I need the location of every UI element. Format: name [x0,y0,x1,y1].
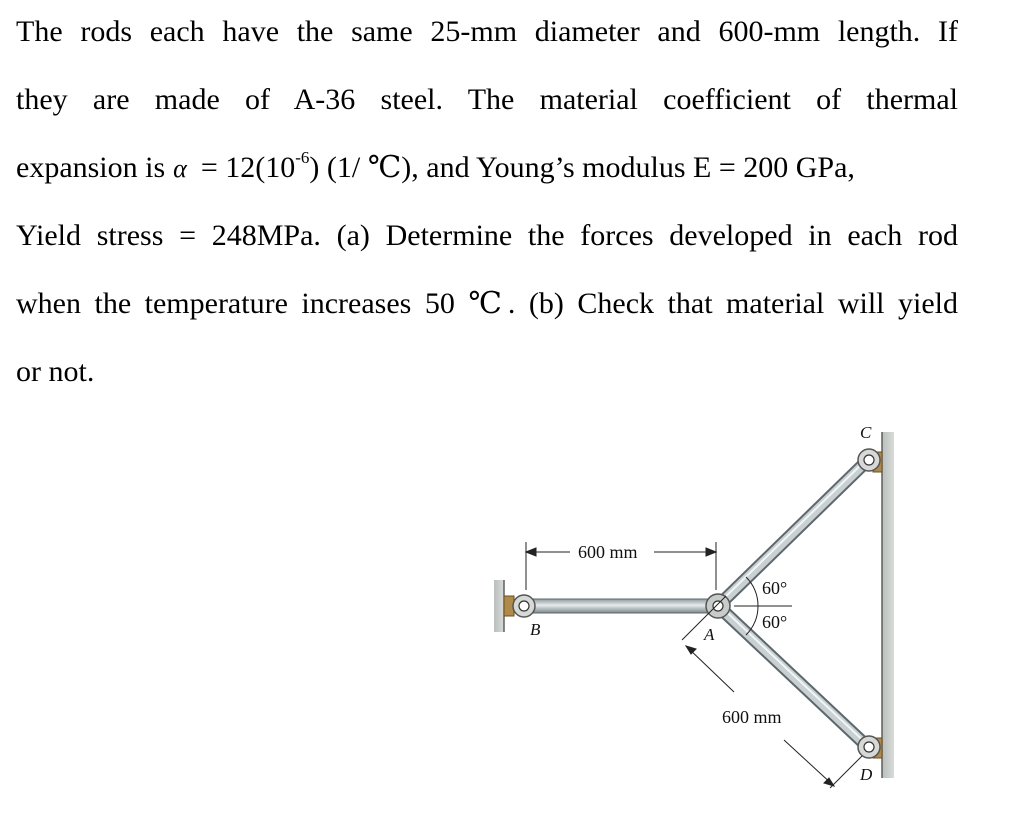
dim-diagonal-label: 600 mm [722,707,782,727]
support-d [858,736,882,758]
problem-line-5: when the temperature increases 50 ℃. (b) Check that material will yield [16,287,958,320]
angle-upper-label: 60° [762,578,788,598]
left-wall [494,580,504,632]
label-a: A [704,625,715,644]
problem-line-2: they are made of A-36 steel. The material coefficient of thermal [16,83,958,116]
problem-line-3-text-a: expansion is [16,151,166,184]
rod-ab [522,599,718,613]
alpha-symbol: α [173,154,187,183]
problem-line-3 [16,148,958,188]
dim-horizontal-label: 600 mm [578,542,638,562]
problem-line-4: Yield stress = 248MPa. (a) Determine the forces developed in each rod [16,219,958,252]
support-c [858,449,882,472]
rod-ac [718,459,869,606]
joint-a [706,594,730,618]
rod-figure-svg [490,420,900,810]
rod-ac-highlight [718,457,869,604]
label-c: C [860,423,872,442]
problem-line-3-text-b: = 12(10 [200,151,296,184]
exponent: -6 [295,148,310,167]
problem-line-6: or not. [16,355,95,388]
label-d: D [860,765,873,784]
support-b [504,595,535,617]
angle-lower-label: 60° [762,612,788,632]
problem-line-3-text-c: ) (1/ ℃), and Young’s modulus E = 200 GPa, [309,151,855,184]
rod-figure [490,420,900,810]
right-wall [882,432,894,778]
label-b: B [530,620,541,639]
problem-line-1: The rods each have the same 25-mm diameter and 600-mm length. If [16,15,958,48]
